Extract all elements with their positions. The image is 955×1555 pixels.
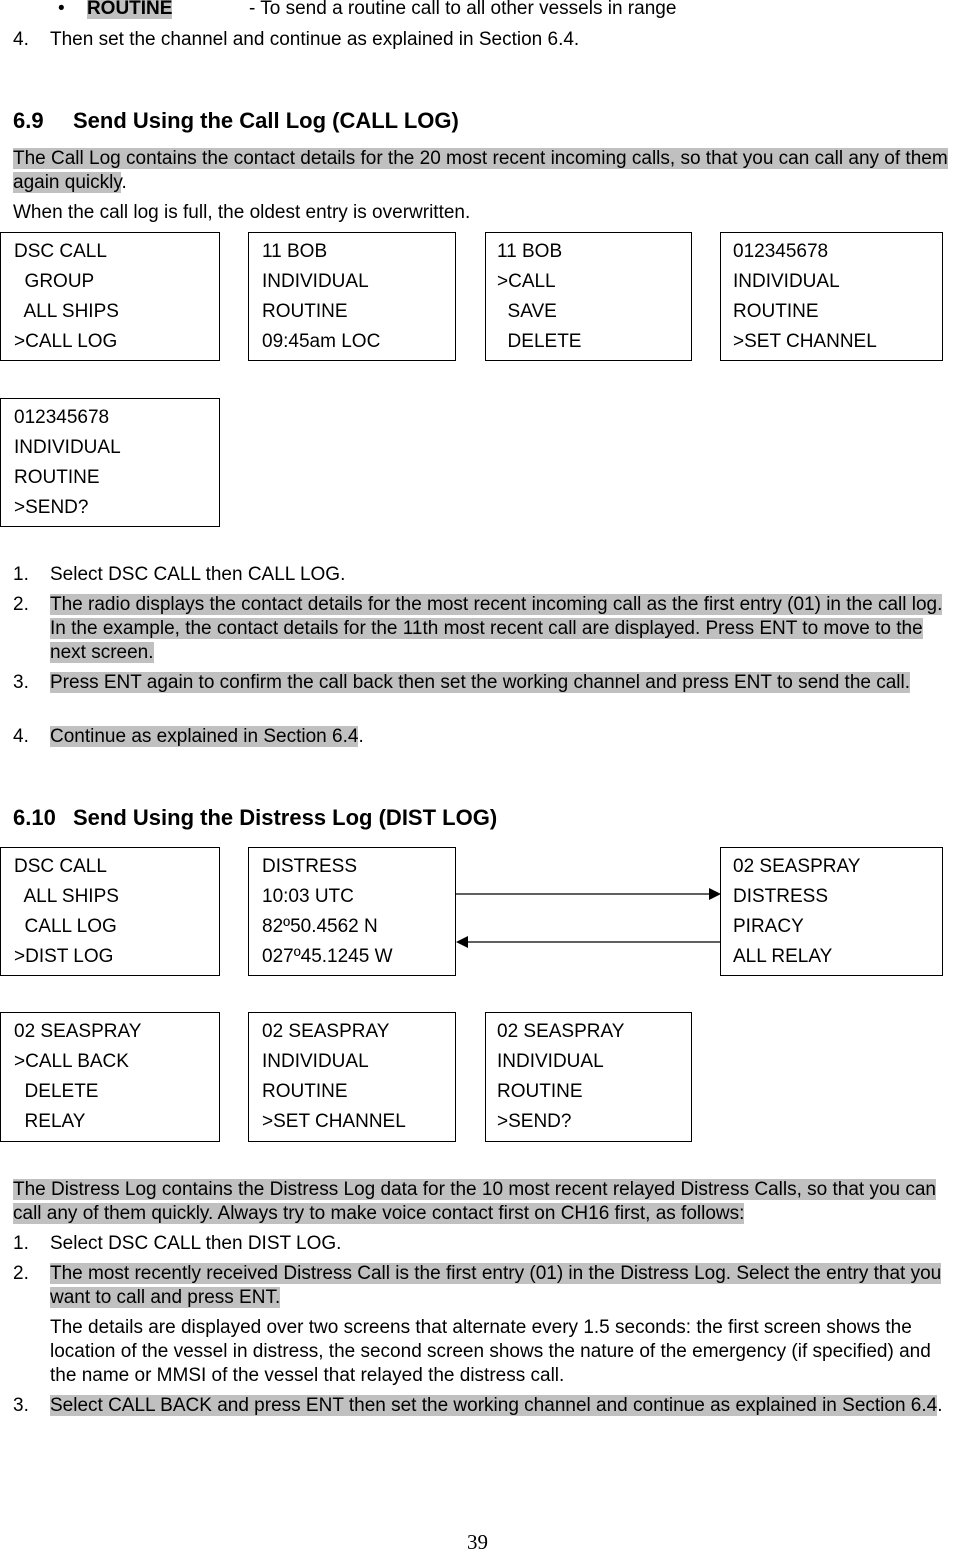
step-text: . [937,1395,943,1416]
screen-line: INDIVIDUAL [733,271,840,292]
call-log-screen-4 [720,232,943,361]
call-log-step-2 [13,593,953,665]
dist-log-step-1 [13,1232,953,1256]
screen-line: 02 SEASPRAY [497,1021,625,1042]
screen-line: 012345678 [733,241,829,262]
screen-line: ROUTINE [497,1081,583,1102]
screen-line: 02 SEASPRAY [14,1021,142,1042]
screen-line: ROUTINE [733,301,819,322]
call-log-note: When the call log is full, the oldest entry is overwritten. [13,202,471,223]
step-text [50,593,953,665]
screen-line: SAVE [497,301,557,322]
screen-line: PIRACY [733,916,804,937]
screen-line: ALL RELAY [733,946,833,967]
step-text [50,1316,953,1388]
dist-log-screen-6 [485,1012,692,1142]
step-text [50,563,953,587]
screen-line: 10:03 UTC [262,886,354,907]
step-text: Select DSC CALL then DIST LOG. [50,1233,342,1254]
screen-line: DISTRESS [262,856,358,877]
dist-log-screen-4 [0,1012,220,1142]
call-log-screen-1 [0,232,220,361]
step-number: 3. [13,672,29,693]
screen-line: ROUTINE [262,1081,348,1102]
screen-line: >DIST LOG [14,946,114,967]
step-number: 1. [13,1233,29,1254]
screen-line: >SET CHANNEL [262,1111,406,1132]
step-number: 4. [13,29,29,50]
step-text [50,671,953,695]
step-number: 4. [13,726,29,747]
routine-description: - To send a routine call to all other vessels in range [249,0,677,19]
step-number: 1. [13,564,29,585]
step-text [50,1394,953,1418]
step-text [50,725,953,749]
screen-line: >CALL [497,271,556,292]
arrow-left-head [456,936,468,948]
screen-line: 11 BOB [497,241,563,262]
dist-log-step-2-detail [13,1316,953,1388]
routine-bullet-row [58,0,172,21]
step-text [50,1232,953,1256]
screen-line: >CALL LOG [14,331,118,352]
dist-log-screen-2 [248,847,456,976]
screen-line: 02 SEASPRAY [262,1021,390,1042]
screen-line: 11 BOB [262,241,328,262]
step-text [50,1262,953,1310]
screen-line: >CALL BACK [14,1051,129,1072]
screen-line: 82º50.4562 N [262,916,378,937]
step-number: 2. [13,1263,29,1284]
step-text: Then set the channel and continue as explained in Section 6.4. [50,29,580,50]
step-text: The details are displayed over two screens that alternate every 1.5 seconds: the first screen shows the location of the vessel in distress, the second screen shows the nature of the emergency (if specified) and the name or MMSI of the vessel that relayed the distress call. [50,1317,931,1386]
step-text: Press ENT again to confirm the call back then set the working channel and press ENT to send the call. [50,672,911,693]
screen-line: DELETE [497,331,582,352]
screen-line: >SET CHANNEL [733,331,877,352]
call-log-intro: The Call Log contains the contact details for the 20 most recent incoming calls, so that you can call any of them again quickly. [13,148,948,193]
step-number: 3. [13,1395,29,1416]
page-number: 39 [467,1530,488,1554]
screen-line: 02 SEASPRAY [733,856,861,877]
step-text: Continue as explained in Section 6.4 [50,726,359,747]
screen-line: ROUTINE [262,301,348,322]
section-6-9-heading: 6.9 Send Using the Call Log (CALL LOG) [13,108,459,133]
call-log-screen-5 [0,398,220,527]
screen-line: 012345678 [14,407,110,428]
call-log-step-1 [13,563,953,587]
alternate-arrows [456,880,721,950]
top-step-4 [13,28,953,52]
dist-log-screen-1 [0,847,220,976]
step-text: Select CALL BACK and press ENT then set the working channel and continue as explained in Section 6.4 [50,1395,938,1416]
screen-line: DSC CALL [14,241,107,262]
screen-line: ALL SHIPS [14,886,119,907]
screen-line: ALL SHIPS [14,301,119,322]
dist-log-step-2 [13,1262,953,1310]
call-log-screen-3 [485,232,692,361]
screen-line: >SEND? [497,1111,572,1132]
bullet: • [58,0,65,19]
screen-line: CALL LOG [14,916,117,937]
screen-line: 027º45.1245 W [262,946,393,967]
call-log-step-3 [13,671,953,695]
call-log-screen-2 [248,232,456,361]
dist-log-screen-3 [720,847,943,976]
routine-label: ROUTINE [86,0,173,19]
screen-line: ROUTINE [14,467,100,488]
screen-line: >SEND? [14,497,89,518]
step-number: 2. [13,594,29,615]
screen-line: 09:45am LOC [262,331,381,352]
screen-line: INDIVIDUAL [497,1051,604,1072]
dist-log-intro: The Distress Log contains the Distress Log data for the 10 most recent relayed Distress Calls, so that you can call any of them quickly. Always try to make voice contact first on CH16 first, as follows: [13,1179,936,1224]
step-text: Select DSC CALL then CALL LOG. [50,564,346,585]
step-text: . [358,726,364,747]
arrow-right-head [709,888,721,900]
screen-line: INDIVIDUAL [262,271,369,292]
screen-line: RELAY [14,1111,86,1132]
screen-line: DISTRESS [733,886,829,907]
section-6-10-heading: 6.10 Send Using the Distress Log (DIST LOG) [13,805,498,830]
dist-log-step-3 [13,1394,953,1418]
screen-line: INDIVIDUAL [262,1051,369,1072]
step-text: The most recently received Distress Call is the first entry (01) in the Distress Log. Select the entry that you want to call and press ENT. [50,1263,942,1308]
call-log-step-4 [13,725,953,749]
screen-line: INDIVIDUAL [14,437,121,458]
screen-line: GROUP [14,271,95,292]
step-text: The radio displays the contact details for the most recent incoming call as the first entry (01) in the call log. In the example, the contact details for the 11th most recent call are displayed. Press ENT to move to the next screen. [50,594,943,663]
dist-log-screen-5 [248,1012,456,1142]
screen-line: DELETE [14,1081,99,1102]
screen-line: DSC CALL [14,856,107,877]
